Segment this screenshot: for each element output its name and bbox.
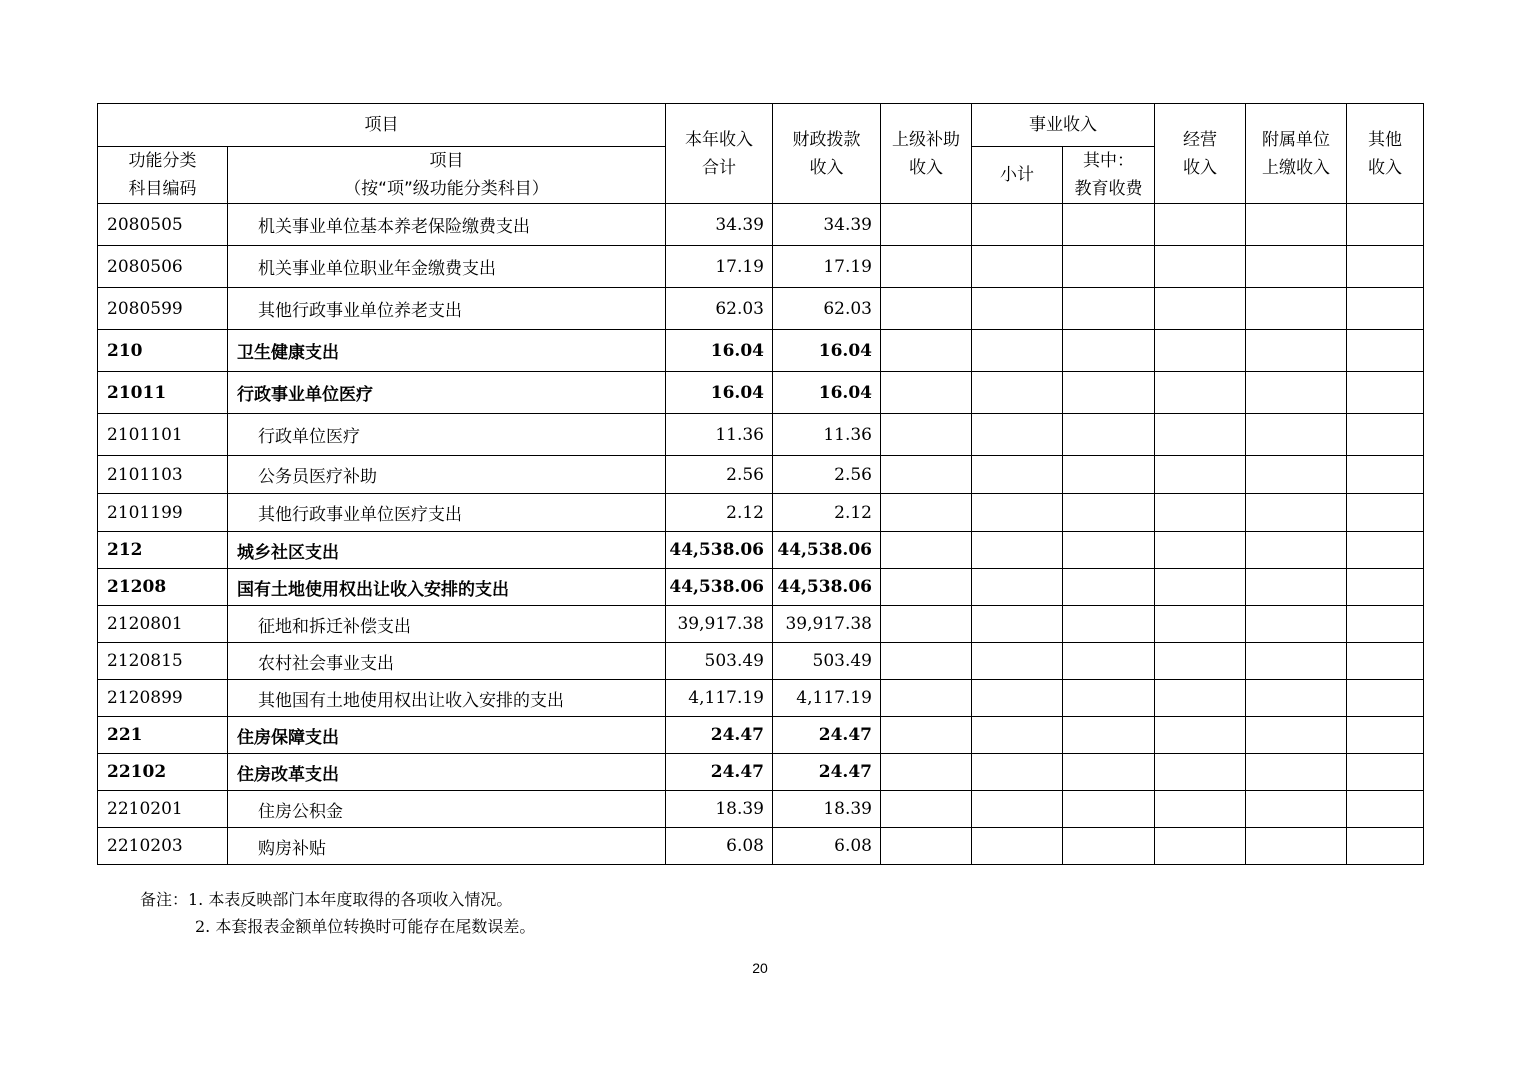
empty-cell <box>1246 569 1347 606</box>
header-superior: 上级补助 收入 <box>881 104 972 204</box>
row-total: 2.56 <box>666 456 773 494</box>
table-row <box>98 828 1424 865</box>
empty-cell <box>972 643 1063 680</box>
empty-cell <box>1063 680 1155 717</box>
row-total: 4,117.19 <box>666 680 773 717</box>
row-code: 2120801 <box>98 606 228 643</box>
header-other: 其他 收入 <box>1347 104 1424 204</box>
row-name: 其他行政事业单位养老支出 <box>228 288 666 330</box>
empty-cell <box>1246 414 1347 456</box>
row-fiscal: 6.08 <box>773 828 881 865</box>
empty-cell <box>1155 569 1246 606</box>
row-fiscal: 44,538.06 <box>773 532 881 569</box>
row-total: 16.04 <box>666 330 773 372</box>
empty-cell <box>1155 791 1246 828</box>
empty-cell <box>1246 330 1347 372</box>
empty-cell <box>1155 494 1246 532</box>
table-row <box>98 246 1424 288</box>
empty-cell <box>1063 494 1155 532</box>
row-name: 其他国有土地使用权出让收入安排的支出 <box>228 680 666 717</box>
row-name: 公务员医疗补助 <box>228 456 666 494</box>
empty-cell <box>1246 204 1347 246</box>
row-fiscal: 44,538.06 <box>773 569 881 606</box>
empty-cell <box>1347 456 1424 494</box>
table-row <box>98 680 1424 717</box>
empty-cell <box>1155 246 1246 288</box>
empty-cell <box>1347 680 1424 717</box>
empty-cell <box>1155 456 1246 494</box>
row-total: 2.12 <box>666 494 773 532</box>
income-table <box>97 103 1424 865</box>
row-code: 2080599 <box>98 288 228 330</box>
row-name: 机关事业单位职业年金缴费支出 <box>228 246 666 288</box>
empty-cell <box>1347 414 1424 456</box>
table-row <box>98 372 1424 414</box>
table-row <box>98 288 1424 330</box>
empty-cell <box>1246 643 1347 680</box>
row-fiscal: 4,117.19 <box>773 680 881 717</box>
empty-cell <box>1155 372 1246 414</box>
empty-cell <box>1063 717 1155 754</box>
row-fiscal: 17.19 <box>773 246 881 288</box>
row-total: 17.19 <box>666 246 773 288</box>
empty-cell <box>1155 828 1246 865</box>
empty-cell <box>1063 246 1155 288</box>
row-code: 2120899 <box>98 680 228 717</box>
empty-cell <box>881 246 972 288</box>
empty-cell <box>1246 606 1347 643</box>
empty-cell <box>881 828 972 865</box>
empty-cell <box>972 791 1063 828</box>
row-fiscal: 503.49 <box>773 643 881 680</box>
row-name: 住房保障支出 <box>228 717 666 754</box>
empty-cell <box>972 569 1063 606</box>
empty-cell <box>972 680 1063 717</box>
empty-cell <box>881 414 972 456</box>
empty-cell <box>1347 606 1424 643</box>
header-affiliated: 附属单位 上缴收入 <box>1246 104 1347 204</box>
row-total: 24.47 <box>666 754 773 791</box>
empty-cell <box>1155 717 1246 754</box>
row-total: 44,538.06 <box>666 532 773 569</box>
empty-cell <box>972 372 1063 414</box>
row-name: 其他行政事业单位医疗支出 <box>228 494 666 532</box>
empty-cell <box>1155 606 1246 643</box>
row-total: 44,538.06 <box>666 569 773 606</box>
row-code: 2120815 <box>98 643 228 680</box>
header-career-edu: 其中： 教育收费 <box>1063 147 1155 204</box>
empty-cell <box>1347 754 1424 791</box>
row-total: 503.49 <box>666 643 773 680</box>
row-name: 机关事业单位基本养老保险缴费支出 <box>228 204 666 246</box>
empty-cell <box>1063 372 1155 414</box>
empty-cell <box>1246 372 1347 414</box>
row-code: 2101103 <box>98 456 228 494</box>
row-name: 卫生健康支出 <box>228 330 666 372</box>
empty-cell <box>1063 204 1155 246</box>
empty-cell <box>1063 791 1155 828</box>
empty-cell <box>1063 569 1155 606</box>
row-fiscal: 16.04 <box>773 330 881 372</box>
row-name: 购房补贴 <box>228 828 666 865</box>
empty-cell <box>1347 372 1424 414</box>
table-row <box>98 717 1424 754</box>
row-name: 住房公积金 <box>228 791 666 828</box>
empty-cell <box>881 606 972 643</box>
row-name: 城乡社区支出 <box>228 532 666 569</box>
row-fiscal: 2.56 <box>773 456 881 494</box>
table-row <box>98 494 1424 532</box>
empty-cell <box>1246 456 1347 494</box>
table-row <box>98 532 1424 569</box>
row-fiscal: 24.47 <box>773 754 881 791</box>
row-code: 221 <box>98 717 228 754</box>
empty-cell <box>1155 288 1246 330</box>
row-fiscal: 18.39 <box>773 791 881 828</box>
empty-cell <box>1347 791 1424 828</box>
note-line-2: 2. 本套报表金额单位转换时可能存在尾数误差。 <box>195 917 536 936</box>
empty-cell <box>881 717 972 754</box>
row-code: 2101101 <box>98 414 228 456</box>
row-total: 16.04 <box>666 372 773 414</box>
empty-cell <box>972 754 1063 791</box>
empty-cell <box>1246 246 1347 288</box>
row-code: 22102 <box>98 754 228 791</box>
empty-cell <box>1155 754 1246 791</box>
header-total: 本年收入 合计 <box>666 104 773 204</box>
empty-cell <box>1347 288 1424 330</box>
table-row <box>98 754 1424 791</box>
empty-cell <box>972 204 1063 246</box>
row-code: 210 <box>98 330 228 372</box>
row-fiscal: 24.47 <box>773 717 881 754</box>
empty-cell <box>1063 754 1155 791</box>
empty-cell <box>1063 330 1155 372</box>
header-career-subtotal: 小计 <box>972 147 1063 204</box>
row-name: 国有土地使用权出让收入安排的支出 <box>228 569 666 606</box>
empty-cell <box>881 456 972 494</box>
empty-cell <box>881 569 972 606</box>
table-body <box>98 204 1424 865</box>
empty-cell <box>1155 532 1246 569</box>
empty-cell <box>1063 288 1155 330</box>
empty-cell <box>881 532 972 569</box>
empty-cell <box>972 288 1063 330</box>
empty-cell <box>972 828 1063 865</box>
header-fiscal: 财政拨款 收入 <box>773 104 881 204</box>
empty-cell <box>972 246 1063 288</box>
table-row <box>98 643 1424 680</box>
empty-cell <box>1063 456 1155 494</box>
header-code: 功能分类 科目编码 <box>98 147 228 204</box>
row-fiscal: 2.12 <box>773 494 881 532</box>
page-number: 20 <box>752 960 768 976</box>
empty-cell <box>972 414 1063 456</box>
empty-cell <box>881 330 972 372</box>
table-row <box>98 569 1424 606</box>
empty-cell <box>972 532 1063 569</box>
empty-cell <box>1246 680 1347 717</box>
row-total: 6.08 <box>666 828 773 865</box>
empty-cell <box>1155 330 1246 372</box>
row-fiscal: 39,917.38 <box>773 606 881 643</box>
empty-cell <box>1246 532 1347 569</box>
header-name: 项目 （按“项”级功能分类科目） <box>228 147 666 204</box>
table-row <box>98 414 1424 456</box>
empty-cell <box>881 494 972 532</box>
table-row <box>98 456 1424 494</box>
empty-cell <box>881 680 972 717</box>
table-row <box>98 791 1424 828</box>
row-code: 21208 <box>98 569 228 606</box>
row-code: 2210201 <box>98 791 228 828</box>
empty-cell <box>1155 680 1246 717</box>
empty-cell <box>972 456 1063 494</box>
table-row <box>98 330 1424 372</box>
empty-cell <box>881 372 972 414</box>
empty-cell <box>1347 643 1424 680</box>
empty-cell <box>1347 569 1424 606</box>
empty-cell <box>1063 532 1155 569</box>
empty-cell <box>1063 606 1155 643</box>
empty-cell <box>881 754 972 791</box>
empty-cell <box>972 717 1063 754</box>
empty-cell <box>881 288 972 330</box>
row-name: 住房改革支出 <box>228 754 666 791</box>
empty-cell <box>1246 717 1347 754</box>
row-fiscal: 16.04 <box>773 372 881 414</box>
row-name: 行政单位医疗 <box>228 414 666 456</box>
empty-cell <box>1155 414 1246 456</box>
empty-cell <box>1155 643 1246 680</box>
row-name: 农村社会事业支出 <box>228 643 666 680</box>
row-total: 34.39 <box>666 204 773 246</box>
row-code: 2101199 <box>98 494 228 532</box>
header-operating: 经营 收入 <box>1155 104 1246 204</box>
empty-cell <box>1347 717 1424 754</box>
empty-cell <box>972 606 1063 643</box>
row-fiscal: 34.39 <box>773 204 881 246</box>
empty-cell <box>1155 204 1246 246</box>
row-total: 24.47 <box>666 717 773 754</box>
empty-cell <box>1063 643 1155 680</box>
row-code: 2080505 <box>98 204 228 246</box>
table-row <box>98 204 1424 246</box>
note-line-1: 备注：1. 本表反映部门本年度取得的各项收入情况。 <box>140 890 513 909</box>
row-fiscal: 11.36 <box>773 414 881 456</box>
row-total: 18.39 <box>666 791 773 828</box>
empty-cell <box>1347 204 1424 246</box>
empty-cell <box>1246 754 1347 791</box>
empty-cell <box>881 643 972 680</box>
table-row <box>98 606 1424 643</box>
row-code: 2080506 <box>98 246 228 288</box>
row-name: 征地和拆迁补偿支出 <box>228 606 666 643</box>
empty-cell <box>881 204 972 246</box>
empty-cell <box>1347 494 1424 532</box>
row-code: 2210203 <box>98 828 228 865</box>
row-code: 21011 <box>98 372 228 414</box>
row-name: 行政事业单位医疗 <box>228 372 666 414</box>
empty-cell <box>1347 246 1424 288</box>
row-code: 212 <box>98 532 228 569</box>
empty-cell <box>1246 791 1347 828</box>
empty-cell <box>1246 288 1347 330</box>
empty-cell <box>972 330 1063 372</box>
empty-cell <box>1347 330 1424 372</box>
empty-cell <box>1063 414 1155 456</box>
row-total: 11.36 <box>666 414 773 456</box>
empty-cell <box>1246 828 1347 865</box>
empty-cell <box>1246 494 1347 532</box>
empty-cell <box>1347 532 1424 569</box>
empty-cell <box>1347 828 1424 865</box>
empty-cell <box>1063 828 1155 865</box>
row-total: 62.03 <box>666 288 773 330</box>
empty-cell <box>972 494 1063 532</box>
empty-cell <box>881 791 972 828</box>
row-fiscal: 62.03 <box>773 288 881 330</box>
header-item: 项目 <box>98 104 666 147</box>
notes <box>140 886 535 940</box>
row-total: 39,917.38 <box>666 606 773 643</box>
header-career: 事业收入 <box>972 104 1155 147</box>
